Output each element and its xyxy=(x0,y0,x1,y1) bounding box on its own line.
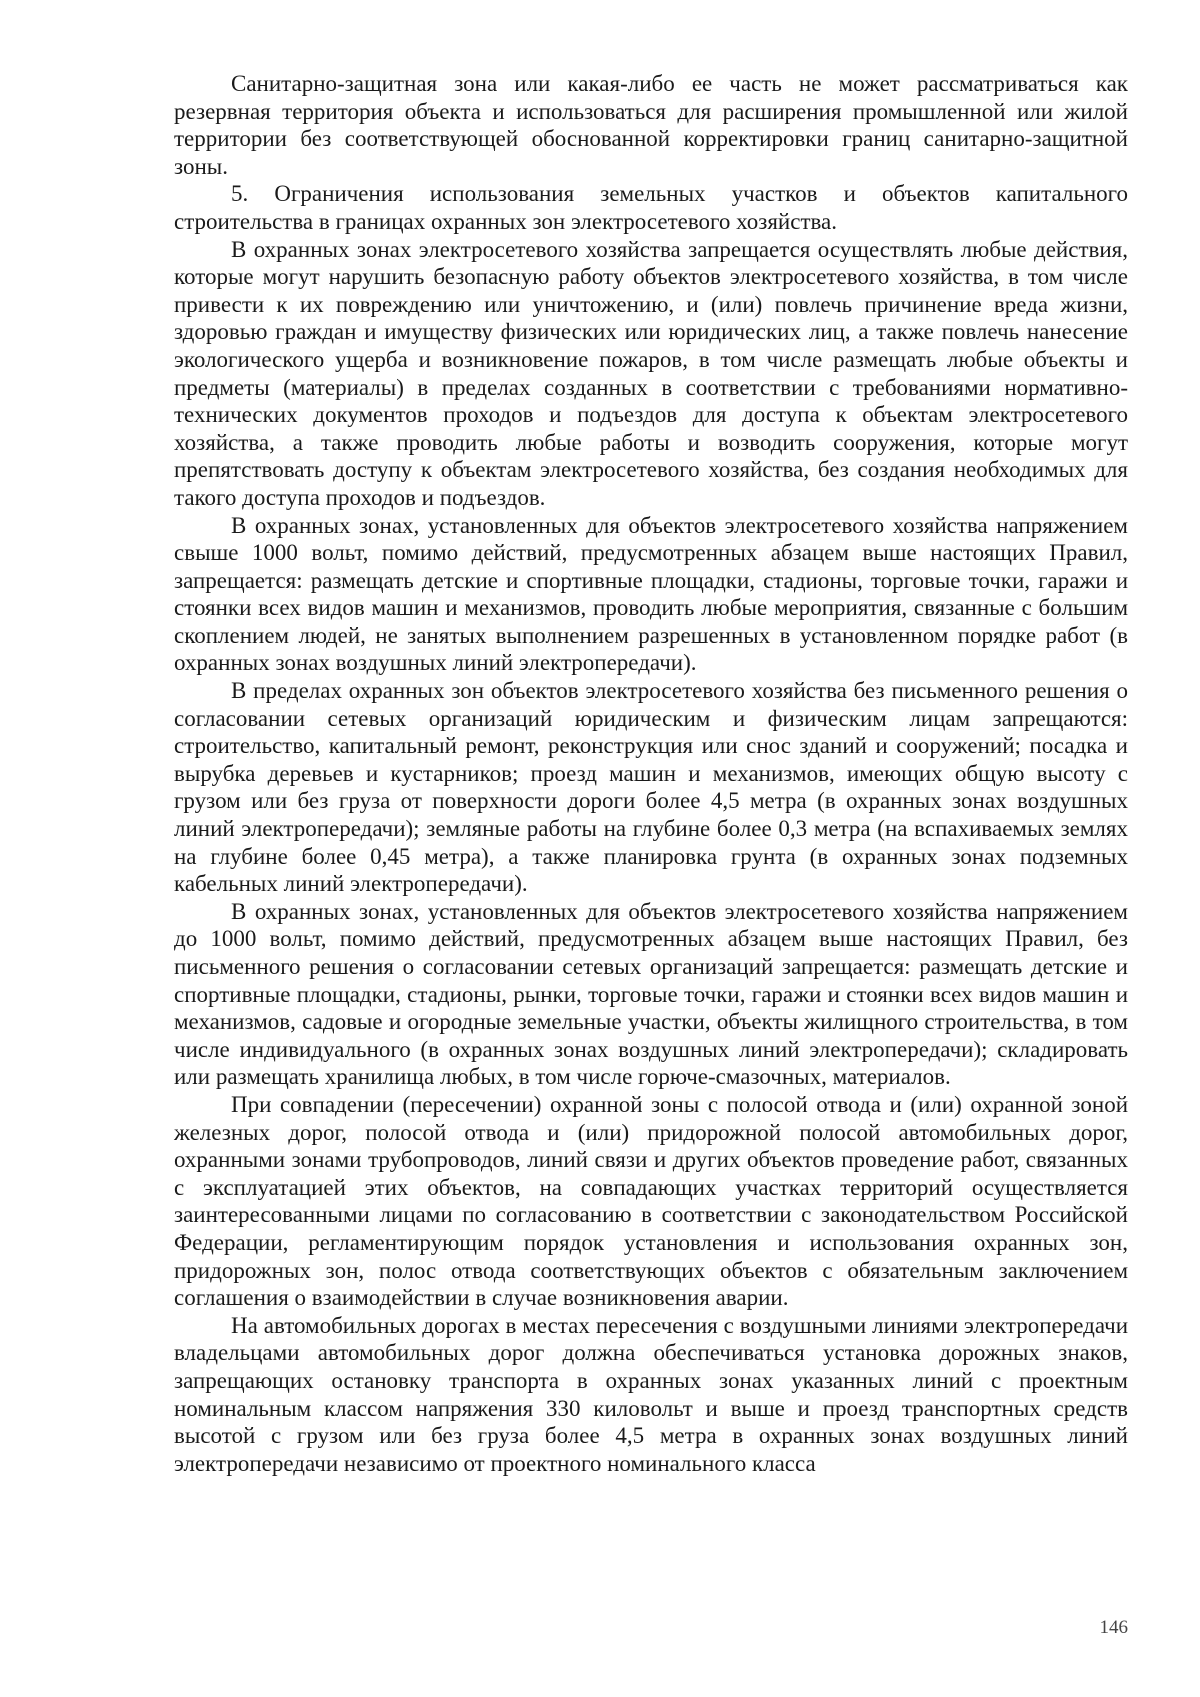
page-number: 146 xyxy=(1099,1617,1128,1638)
paragraph-above-1000-volt: В охранных зонах, установленных для объектов электросетевого хозяйства напряжением свыше 1000 вольт, помимо действий, предусмотренных абзацем выше настоящих Правил, запрещается: размещать детские и спортивные площадки, стадионы, торговые точки, гаражи и стоянки всех видов машин и механизмов, проводить любые мероприятия, связанные с большим скоплением людей, не занятых выполнением разрешенных в установленном порядке работ (в охранных зонах воздушных линий электропередачи). xyxy=(174,512,1128,676)
paragraph-written-approval: В пределах охранных зон объектов электросетевого хозяйства без письменного решения о согласовании сетевых организаций юридическим и физическим лицам запрещаются: строительство, капитальный ремонт, реконструкция или снос зданий и сооружений; посадка и вырубка деревьев и кустарников; проезд машин и механизмов, имеющих общую высоту с грузом или без груза от поверхности дороги более 4,5 метра (в охранных зонах воздушных линий электропередачи); земляные работы на глубине более 0,3 метра (на вспахиваемых землях на глубине более 0,45 метра), а также планировка грунта (в охранных зонах подземных кабельных линий электропередачи). xyxy=(174,678,1128,897)
paragraph-road-signs: На автомобильных дорогах в местах пересечения с воздушными линиями электропередачи владельцами автомобильных дорог должна обеспечиваться установка дорожных знаков, запрещающих остановку транспорта в охранных зонах указанных линий с проектным номинальным классом напряжения 330 киловольт и выше и проезд транспортных средств высотой с грузом или без груза более 4,5 метра в охранных зонах воздушных линий электропередачи независимо от проектного номинального класса xyxy=(174,1312,1128,1476)
paragraph-section-5-heading: 5. Ограничения использования земельных участков и объектов капитального строительства в границах охранных зон электросетевого хозяйства. xyxy=(174,181,1128,234)
paragraph-sanitary-zone: Санитарно-защитная зона или какая-либо ее часть не может рассматриваться как резервная территория объекта и использоваться для расширения промышленной или жилой территории без соответствующей обоснованной корректировки границ санитарно-защитной зоны. xyxy=(174,71,1128,179)
document-body xyxy=(174,70,1128,1477)
paragraph-zone-intersection: При совпадении (пересечении) охранной зоны с полосой отвода и (или) охранной зоной железных дорог, полосой отвода и (или) придорожной полосой автомобильных дорог, охранными зонами трубопроводов, линий связи и других объектов проведение работ, связанных с эксплуатацией этих объектов, на совпадающих участках территорий осуществляется заинтересованными лицами по согласованию в соответствии с законодательством Российской Федерации, регламентирующим порядок установления и использования охранных зон, придорожных зон, полос отвода соответствующих объектов с обязательным заключением соглашения о взаимодействии в случае возникновения аварии. xyxy=(174,1091,1128,1311)
paragraph-up-to-1000-volt: В охранных зонах, установленных для объектов электросетевого хозяйства напряжением до 1000 вольт, помимо действий, предусмотренных абзацем выше настоящих Правил, без письменного решения о согласовании сетевых организаций запрещается: размещать детские и спортивные площадки, стадионы, рынки, торговые точки, гаражи и стоянки всех видов машин и механизмов, садовые и огородные земельные участки, объекты жилищного строительства, в том числе индивидуального (в охранных зонах воздушных линий электропередачи); складировать или размещать хранилища любых, в том числе горюче-смазочных, материалов. xyxy=(174,898,1128,1090)
paragraph-prohibited-actions: В охранных зонах электросетевого хозяйства запрещается осуществлять любые действия, которые могут нарушить безопасную работу объектов электросетевого хозяйства, в том числе привести к их повреждению или уничтожению, и (или) повлечь причинение вреда жизни, здоровью граждан и имуществу физических или юридических лиц, а также повлечь нанесение экологического ущерба и возникновение пожаров, в том числе размещать любые объекты и предметы (материалы) в пределах созданных в соответствии с требованиями нормативно-технических документов проходов и подъездов для доступа к объектам электросетевого хозяйства, а также проводить любые работы и возводить сооружения, которые могут препятствовать доступу к объектам электросетевого хозяйства, без создания необходимых для такого доступа проходов и подъездов. xyxy=(174,236,1128,510)
